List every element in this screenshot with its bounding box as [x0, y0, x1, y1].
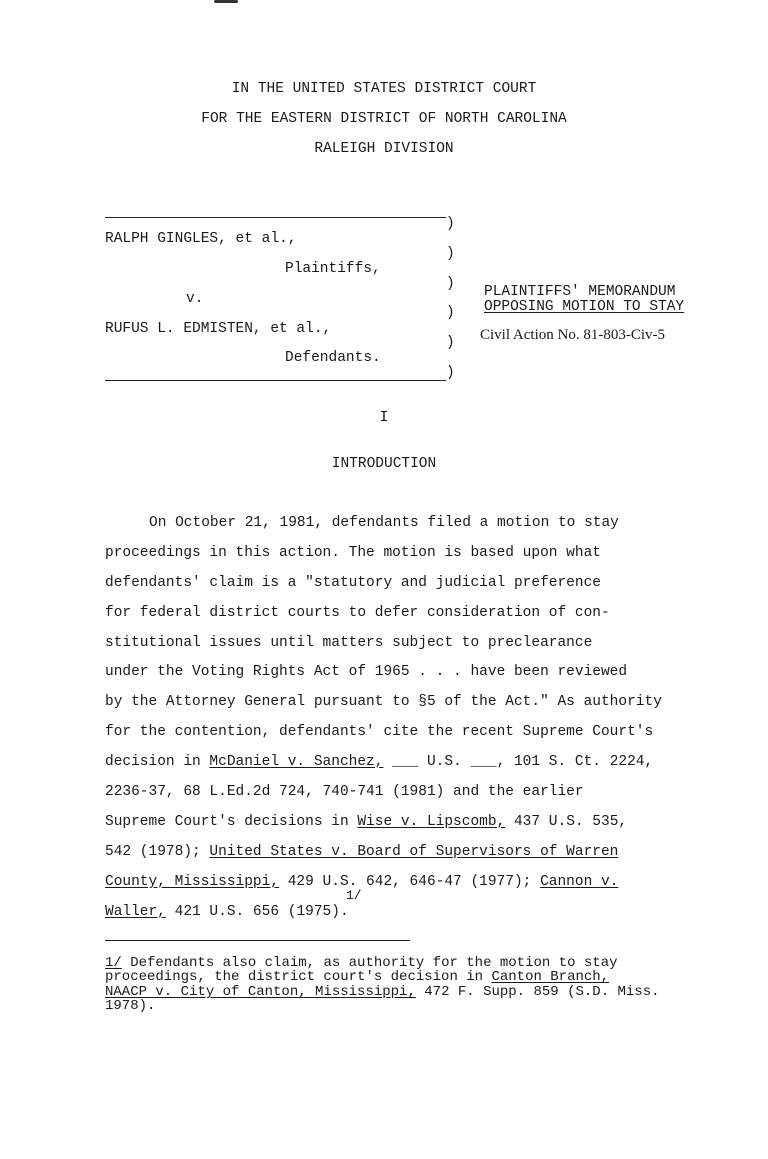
caption-paren: )	[446, 335, 455, 351]
body-line	[105, 844, 618, 860]
caption-top-rule	[105, 217, 446, 218]
section-heading: INTRODUCTION	[331, 456, 437, 472]
case-citation: NAACP v. City of Canton, Mississippi,	[105, 984, 416, 1000]
scan-smudge	[214, 0, 238, 3]
body-text: 429 U.S. 642, 646-47 (1977);	[279, 874, 541, 890]
body-line	[105, 754, 653, 770]
body-text: decision in	[105, 754, 210, 770]
court-name-line2: FOR THE EASTERN DISTRICT OF NORTH CAROLINA	[201, 111, 567, 127]
case-citation: McDaniel v. Sanchez,	[209, 754, 384, 770]
division-name: RALEIGH DIVISION	[314, 141, 454, 157]
body-line: for the contention, defendants' cite the recent Supreme Court's	[105, 724, 654, 740]
document-title-line1: PLAINTIFFS' MEMORANDUM	[484, 284, 676, 300]
body-line: for federal district courts to defer consideration of con-	[105, 605, 610, 621]
footnote-text: proceedings, the district court's decision in	[105, 969, 492, 985]
body-text: ___ U.S. ___, 101 S. Ct. 2224,	[383, 754, 654, 770]
body-line: under the Voting Rights Act of 1965 . . . have been reviewed	[105, 664, 628, 680]
footnote-text: 472 F. Supp. 859 (S.D. Miss.	[415, 984, 660, 1000]
section-number: I	[379, 410, 389, 426]
body-text: Supreme Court's decisions in	[105, 814, 358, 830]
document-title-line2: OPPOSING MOTION TO STAY	[484, 299, 685, 315]
body-line: On October 21, 1981, defendants filed a motion to stay	[149, 515, 619, 531]
body-line: by the Attorney General pursuant to §5 of the Act." As authority	[105, 694, 662, 710]
body-line: stitutional issues until matters subject to preclearance	[105, 635, 593, 651]
body-line: defendants' claim is a "statutory and judicial preference	[105, 575, 601, 591]
case-citation: County, Mississippi,	[105, 874, 280, 890]
case-citation: Cannon v.	[540, 874, 619, 890]
caption-paren: )	[446, 216, 455, 232]
case-citation: Canton Branch,	[491, 969, 610, 985]
body-text: 437 U.S. 535,	[505, 814, 628, 830]
civil-action-number: Civil Action No. 81-803-Civ-5	[480, 327, 665, 343]
case-citation: Waller,	[105, 904, 166, 920]
caption-paren: )	[446, 246, 455, 262]
plaintiff-name: RALPH GINGLES, et al.,	[105, 231, 297, 247]
body-line	[105, 814, 627, 830]
body-text: 542 (1978);	[105, 844, 210, 860]
footnote-marker: 1/	[105, 955, 122, 971]
footnote-reference: 1/	[346, 888, 362, 903]
body-text: 421 U.S. 656 (1975).	[165, 904, 349, 920]
caption-paren: )	[446, 365, 455, 381]
case-citation: Wise v. Lipscomb,	[357, 814, 506, 830]
caption-bottom-rule	[105, 380, 446, 381]
court-name-line1: IN THE UNITED STATES DISTRICT COURT	[231, 81, 537, 97]
footnote-separator	[105, 940, 410, 941]
body-line	[105, 904, 349, 920]
footnote-line	[105, 971, 609, 984]
defendant-role: Defendants.	[285, 350, 381, 366]
body-line: proceedings in this action. The motion is based upon what	[105, 545, 601, 561]
case-citation: United States v. Board of Supervisors of Warren	[209, 844, 619, 860]
versus: v.	[186, 291, 204, 307]
caption-paren: )	[446, 276, 455, 292]
body-line: 2236-37, 68 L.Ed.2d 724, 740-741 (1981) and the earlier	[105, 784, 584, 800]
plaintiff-role: Plaintiffs,	[285, 261, 381, 277]
footnote-line	[105, 986, 660, 999]
caption-paren: )	[446, 305, 455, 321]
defendant-name: RUFUS L. EDMISTEN, et al.,	[105, 321, 332, 337]
footnote-line: 1978).	[105, 998, 156, 1014]
footnote-text: Defendants also claim, as authority for the motion to stay	[121, 955, 618, 971]
